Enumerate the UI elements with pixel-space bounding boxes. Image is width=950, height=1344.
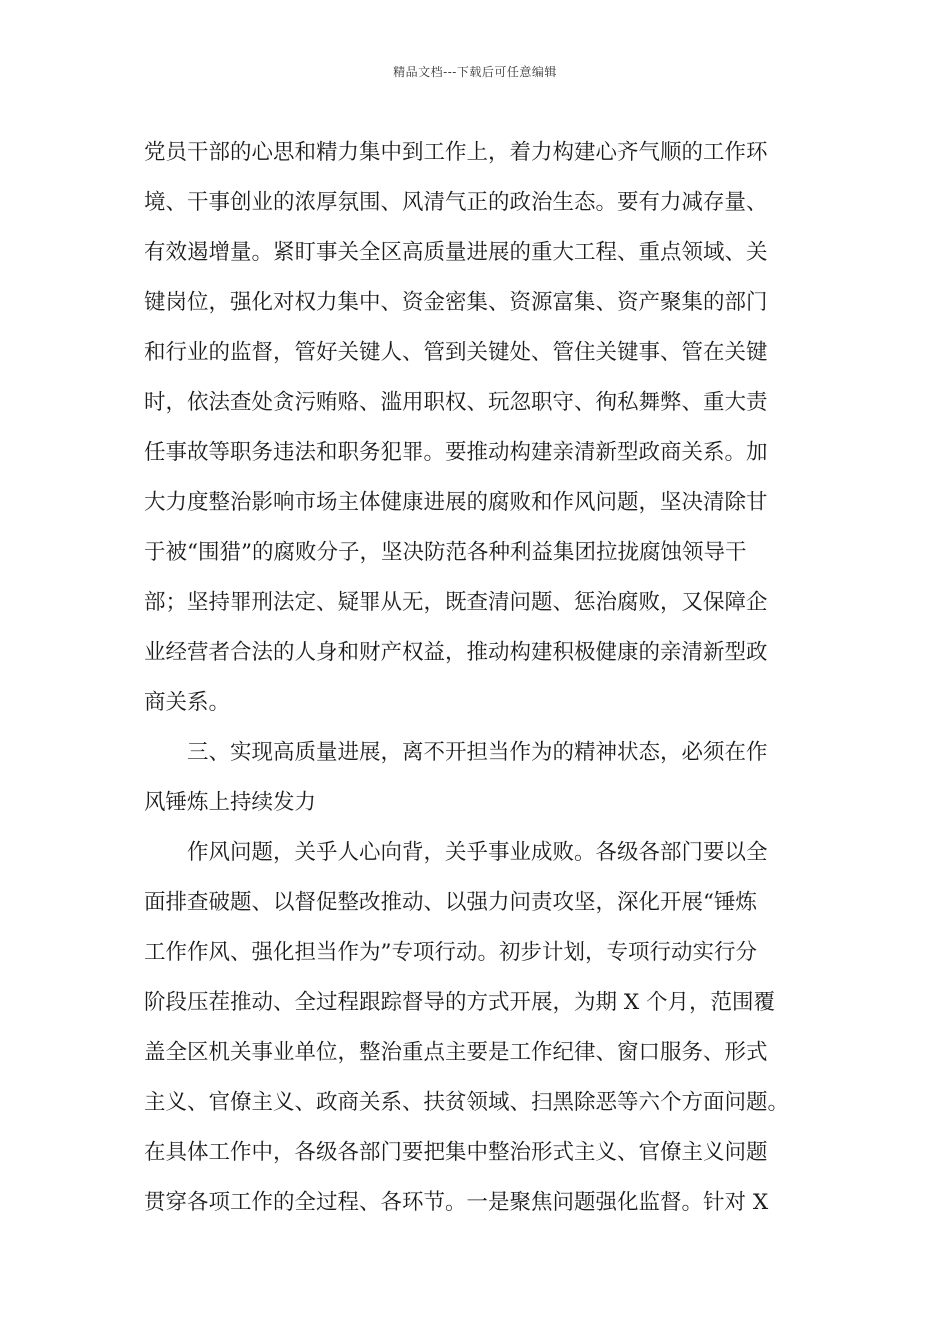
text-line: 时，依法查处贪污贿赂、滥用职权、玩忽职守、徇私舞弊、重大责: [144, 390, 768, 415]
text-line: 党员干部的心思和精力集中到工作上，着力构建心齐气顺的工作环: [144, 140, 768, 165]
text-line: 和行业的监督，管好关键人、管到关键处、管住关键事、管在关键: [144, 340, 768, 365]
section-heading-line: 风锤炼上持续发力: [144, 790, 317, 815]
text-line: 主义、官僚主义、政商关系、扶贫领域、扫黑除恶等六个方面问题。: [144, 1090, 790, 1115]
text-line: 贯穿各项工作的全过程、各环节。一是聚焦问题强化监督。针对 X: [144, 1190, 769, 1215]
text-line: 于被“围猎”的腐败分子，坚决防范各种利益集团拉拢腐蚀领导干: [144, 540, 747, 565]
page-header: 精品文档---下载后可任意编辑: [393, 65, 557, 79]
text-line: 有效遏增量。紧盯事关全区高质量进展的重大工程、重点领域、关: [144, 240, 768, 265]
section-heading-line: 三、实现高质量进展，离不开担当作为的精神状态，必须在作: [187, 740, 768, 765]
text-line: 面排查破题、以督促整改推动、以强力问责攻坚，深化开展“锤炼: [144, 890, 757, 915]
text-line: 阶段压茬推动、全过程跟踪督导的方式开展，为期 X 个月，范围覆: [144, 990, 775, 1015]
text-line: 部；坚持罪刑法定、疑罪从无，既查清问题、惩治腐败，又保障企: [144, 590, 768, 615]
text-line: 任事故等职务违法和职务犯罪。要推动构建亲清新型政商关系。加: [144, 440, 768, 465]
text-line: 业经营者合法的人身和财产权益，推动构建积极健康的亲清新型政: [144, 640, 768, 665]
text-line: 工作作风、强化担当作为”专项行动。初步计划，专项行动实行分: [144, 940, 757, 965]
text-line: 盖全区机关事业单位，整治重点主要是工作纪律、窗口服务、形式: [144, 1040, 768, 1065]
text-line: 商关系。: [144, 690, 231, 715]
document-body: [144, 128, 834, 1228]
text-line: 键岗位，强化对权力集中、资金密集、资源富集、资产聚集的部门: [144, 290, 768, 315]
text-line: 在具体工作中，各级各部门要把集中整治形式主义、官僚主义问题: [144, 1140, 768, 1165]
text-line: 境、干事创业的浓厚氛围、风清气正的政治生态。要有力减存量、: [144, 190, 768, 215]
text-line: 大力度整治影响市场主体健康进展的腐败和作风问题，坚决清除甘: [144, 490, 768, 515]
paragraph-first-line: 作风问题，关乎人心向背，关乎事业成败。各级各部门要以全: [187, 840, 768, 865]
